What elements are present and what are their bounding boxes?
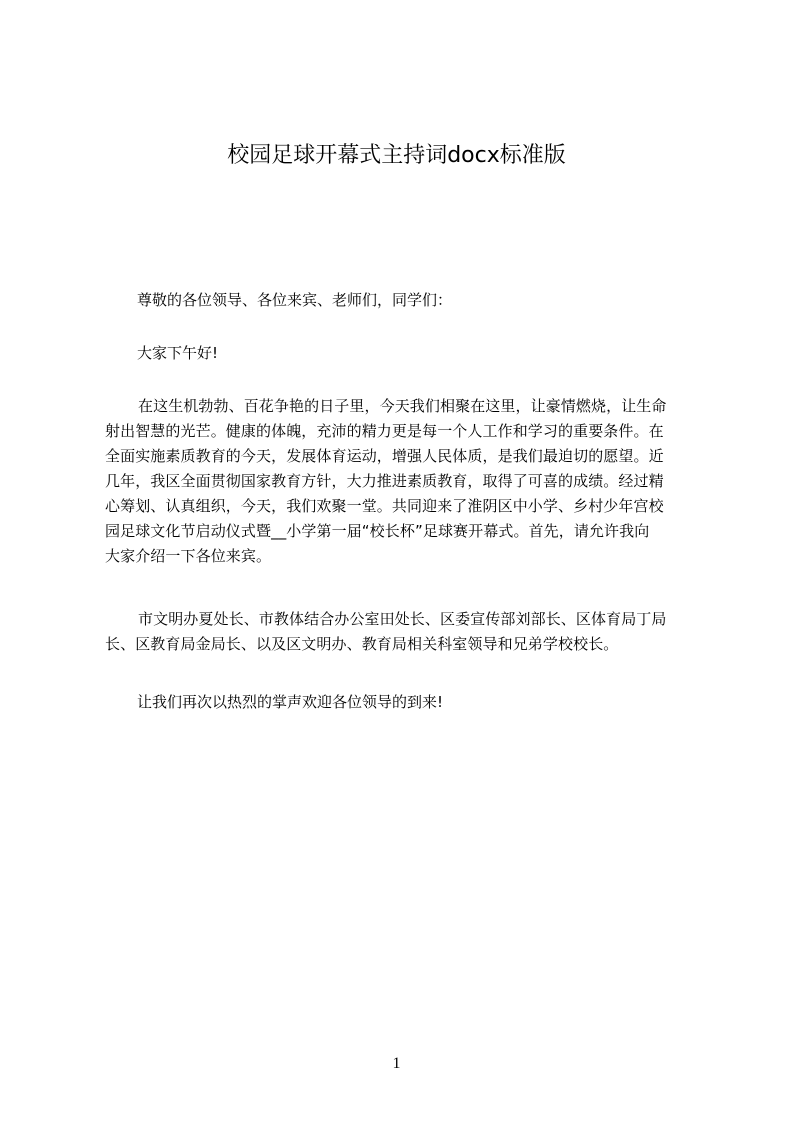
main-paragraph-line: 心筹划、认真组织，今天，我们欢聚一堂。共同迎来了淮阴区中小学、乡村少年宫校	[105, 497, 664, 515]
guests-paragraph-line: 市文明办夏处长、市教体结合办公室田处长、区委宣传部刘部长、区体育局丁局	[138, 610, 667, 628]
main-paragraph-line: 全面实施素质教育的今天，发展体育运动，增强人民体质，是我们最迫切的愿望。近	[105, 447, 664, 465]
main-paragraph-line: 园足球文化节启动仪式暨__小学第一届“校长杯”足球赛开幕式。首先，请允许我向	[105, 522, 650, 540]
guests-paragraph-line: 长、区教育局金局长、以及区文明办、教育局相关科室领导和兄弟学校校长。	[105, 635, 619, 653]
document-title: 校园足球开幕式主持词docx标准版	[227, 143, 566, 168]
welcome-paragraph: 让我们再次以热烈的掌声欢迎各位领导的到来!	[137, 693, 444, 711]
main-paragraph-line: 射出智慧的光芒。健康的体魄，充沛的精力更是每一个人工作和学习的重要条件。在	[105, 422, 664, 440]
page-number: 1	[392, 1055, 401, 1072]
guests-paragraph	[105, 607, 701, 657]
hello-paragraph: 大家下午好!	[137, 344, 219, 362]
greeting-paragraph: 尊敬的各位领导、各位来宾、老师们，同学们：	[137, 291, 453, 309]
main-paragraph	[105, 394, 701, 569]
main-paragraph-line: 在这生机勃勃、百花争艳的日子里，今天我们相聚在这里，让豪情燃烧，让生命	[138, 397, 667, 415]
main-paragraph-line: 大家介绍一下各位来宾。	[105, 547, 272, 565]
main-paragraph-line: 几年，我区全面贯彻国家教育方针，大力推进素质教育，取得了可喜的成绩。经过精	[105, 472, 664, 490]
